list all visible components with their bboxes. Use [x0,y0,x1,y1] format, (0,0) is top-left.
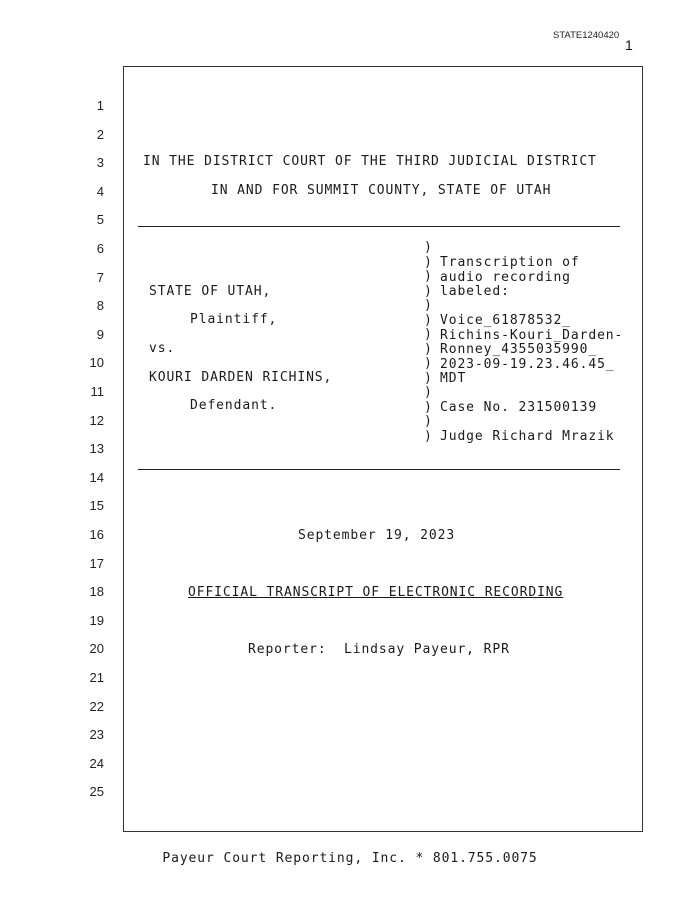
line-number: 16 [89,527,104,542]
line-number: 15 [89,498,104,514]
line-number: 17 [89,555,104,571]
line-number: 24 [89,755,104,771]
line-number: 13 [89,441,104,457]
page-frame [123,66,643,832]
line-number: 10 [89,355,104,371]
caption-right-line: MDT [440,371,467,386]
caption-right-line: Case No. 231500139 [440,400,598,415]
caption-right-line: Richins-Kouri_Darden- [440,327,624,343]
line-number: 22 [89,698,104,714]
page-number: 1 [625,37,633,53]
line-number: 9 [96,326,104,342]
line-number: 18 [89,584,104,600]
line-number: 1 [96,98,104,113]
line-number: 23 [89,727,104,743]
document-title: OFFICIAL TRANSCRIPT OF ELECTRONIC RECORDING [188,585,564,600]
caption-right-line: Voice_61878532_ [440,313,571,328]
defendant-name: KOURI DARDEN RICHINS, [149,370,333,385]
line-number: 21 [89,670,104,685]
court-heading-line-2: IN AND FOR SUMMIT COUNTY, STATE OF UTAH [211,183,552,198]
line-number: 25 [89,784,104,800]
caption-right-line: Transcription of [440,255,580,270]
footer-reporting-company: Payeur Court Reporting, Inc. * 801.755.0075 [162,851,538,866]
line-number: 2 [96,126,104,142]
line-number: 4 [96,183,104,199]
line-number: 12 [89,412,104,428]
caption-top-rule [138,226,620,227]
defendant-role: Defendant. [190,398,278,413]
caption-parentheses: ) ) ) ) ) ) ) ) ) ) ) ) ) ) [424,240,432,444]
line-number: 6 [96,241,104,256]
caption-right-line: audio recording [440,269,571,285]
caption-bottom-rule [138,469,620,470]
plaintiff-role: Plaintiff, [190,312,278,327]
hearing-date: September 19, 2023 [298,528,456,543]
versus: vs. [149,341,176,356]
court-heading-line-1: IN THE DISTRICT COURT OF THE THIRD JUDICIAL DISTRICT [143,154,597,169]
line-number: 5 [96,212,104,228]
caption-right-line: Judge Richard Mrazik [440,429,615,444]
caption-right-line: Ronney_4355035990_ [440,342,598,357]
line-number: 14 [89,469,104,485]
bates-number: STATE1240420 [553,30,620,41]
caption-right-line: labeled: [440,284,510,299]
line-number: 8 [96,298,104,314]
line-number: 11 [90,384,104,399]
line-number: 20 [89,641,104,657]
line-number: 7 [96,269,104,285]
reporter-line: Reporter: Lindsay Payeur, RPR [248,642,510,657]
line-number: 3 [96,155,104,171]
caption-right-line: 2023-09-19.23.46.45_ [440,356,615,372]
plaintiff-name: STATE OF UTAH, [149,284,272,299]
line-number: 19 [89,612,104,628]
